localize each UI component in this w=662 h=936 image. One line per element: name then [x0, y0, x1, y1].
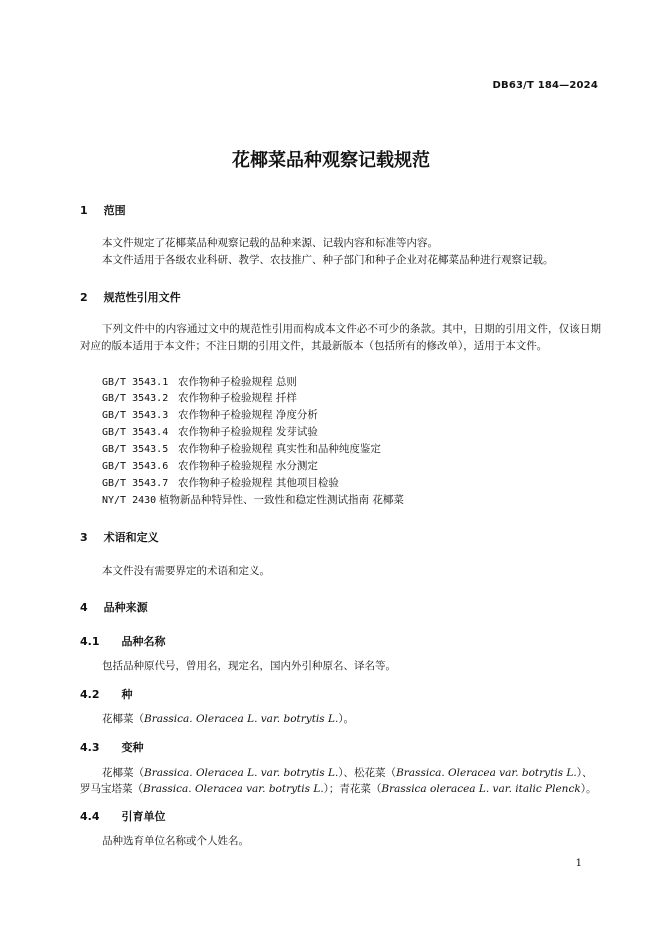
subsection-title: 变种: [121, 741, 144, 754]
text-cn: 花椰菜（: [102, 713, 144, 725]
reference-title: 农作物种子检验规程 水分测定: [178, 460, 318, 472]
reference-item: [102, 492, 404, 507]
latin-name: Brassica. Oleracea L. var. botrytis L.: [144, 713, 339, 725]
section-number: 4: [80, 601, 88, 614]
paragraph: 本文件适用于各级农业科研、教学、农技推广、种子部门和种子企业对花椰菜品种进行观察记载。: [102, 254, 554, 266]
page-number: 1: [575, 858, 582, 869]
reference-title: 农作物种子检验规程 扦样: [178, 392, 297, 404]
reference-code: GB/T 3543.1: [102, 377, 169, 388]
subsection-4-2-heading: [80, 686, 133, 702]
reference-item: [102, 374, 297, 389]
latin-name: Brassica. Oleracea var. botrytis L.: [396, 767, 577, 779]
paragraph: 品种选育单位名称或个人姓名。: [102, 835, 249, 847]
latin-name: Brassica. Oleracea var. botrytis L.: [143, 783, 324, 795]
page-title: 花椰菜品种观察记载规范: [232, 150, 430, 171]
reference-code: GB/T 3543.6: [102, 461, 169, 472]
species-line: [102, 711, 354, 726]
subsection-title: 品种名称: [121, 635, 166, 648]
text-cn: ）、松花菜（: [338, 767, 397, 779]
section-number: 1: [80, 204, 88, 217]
reference-code: GB/T 3543.2: [102, 393, 169, 404]
subsection-4-3-heading: [80, 739, 144, 755]
subsection-number: 4.4: [80, 810, 100, 823]
section-title: 品种来源: [103, 601, 148, 614]
section-title: 范围: [103, 204, 126, 217]
section-2-heading: [80, 289, 181, 305]
reference-title: 农作物种子检验规程 总则: [178, 376, 297, 388]
subsection-4-1-heading: [80, 633, 166, 649]
subsection-number: 4.2: [80, 688, 100, 701]
reference-title: 农作物种子检验规程 真实性和品种纯度鉴定: [178, 443, 381, 455]
text-cn: ）、罗马宝塔菜（: [80, 767, 593, 795]
section-title: 规范性引用文件: [103, 291, 181, 304]
section-number: 2: [80, 291, 88, 304]
document-code: DB63/T 184—2024: [492, 80, 598, 91]
subsection-title: 引育单位: [121, 810, 166, 823]
reference-code: GB/T 3543.4: [102, 427, 169, 438]
reference-item: [102, 424, 318, 439]
reference-title: 农作物种子检验规程 其他项目检验: [178, 477, 339, 489]
reference-item: [102, 441, 381, 456]
text-cn: ）；青花菜（: [323, 783, 382, 795]
latin-name: Brassica. Oleracea L. var. botrytis L.: [144, 767, 339, 779]
latin-name: Brassica oleracea L. var. italic Plenck: [381, 783, 581, 795]
paragraph: 本文件规定了花椰菜品种观察记载的品种来源、记载内容和标准等内容。: [102, 237, 438, 249]
reference-item: [102, 458, 318, 473]
reference-code: GB/T 3543.5: [102, 444, 169, 455]
section-3-heading: [80, 529, 159, 545]
paragraph: 本文件没有需要界定的术语和定义。: [102, 565, 270, 577]
variety-paragraph: [80, 765, 601, 797]
subsection-number: 4.3: [80, 741, 100, 754]
section-number: 3: [80, 531, 88, 544]
text-cn: ）。: [338, 713, 355, 725]
reference-item: [102, 475, 339, 490]
subsection-title: 种: [121, 688, 133, 701]
reference-item: [102, 407, 318, 422]
reference-title: 农作物种子检验规程 净度分析: [178, 409, 318, 421]
paragraph: 包括品种原代号，曾用名，现定名，国内外引种原名、译名等。: [102, 660, 396, 672]
reference-code: GB/T 3543.3: [102, 410, 169, 421]
reference-title: 植物新品种特异性、一致性和稳定性测试指南 花椰菜: [159, 494, 404, 506]
reference-code: GB/T 3543.7: [102, 478, 169, 489]
text-cn: ）。: [580, 783, 597, 795]
reference-title: 农作物种子检验规程 发芽试验: [178, 426, 318, 438]
section-title: 术语和定义: [103, 531, 159, 544]
reference-code: NY/T 2430: [102, 495, 157, 506]
section-4-heading: [80, 599, 148, 615]
text-cn: 花椰菜（: [102, 767, 144, 779]
reference-item: [102, 390, 297, 405]
subsection-4-4-heading: [80, 808, 166, 824]
subsection-number: 4.1: [80, 635, 100, 648]
section-1-heading: [80, 202, 126, 218]
paragraph: 下列文件中的内容通过文中的规范性引用而构成本文件必不可少的条款。其中，日期的引用文件，仅该日期对应的版本适用于本文件；不注日期的引用文件，其最新版本（包括所有的修改单），适用于本文件。: [80, 323, 601, 352]
